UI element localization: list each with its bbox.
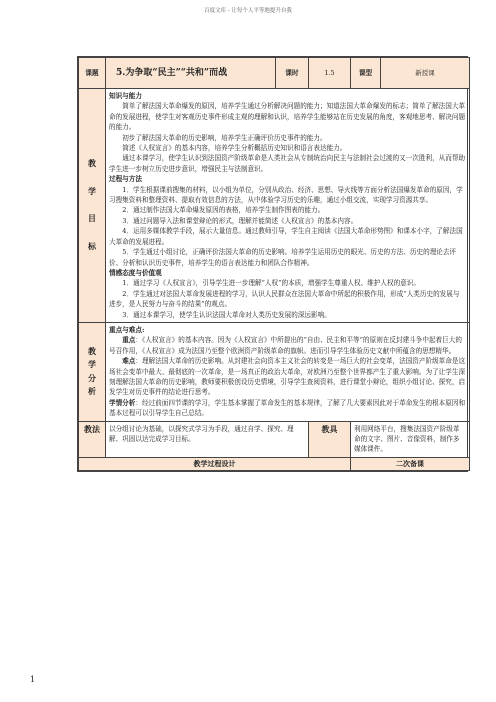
process-design-label: 教学过程设计 — [79, 457, 351, 470]
emotion-item: 3．通过本课学习，使学生认识法国大革命对人类历史发展的深远影响。 — [122, 310, 331, 319]
process-item: 4．运用多媒体教学手段，展示大量信息。通过教师引导，学生自主阅读《法国大革命形势图》和课本小字，了解法国大革命的发展进程。 — [109, 227, 463, 246]
page-number: 1 — [30, 675, 36, 684]
difficult-point: 难点：理解法国大革命的历史影响。从封建社会向资本主义社会的转变是一场巨大的社会变革，法国资产阶级革命是这场社会变革中最大、最彻底的一次革命，是一场真正的政治大革命，对欧洲乃至整个世界都产生了重大影响。为了让学生深刻理解法国大革命的历史影响，教师要积极创设历史情境，引导学生查阅资料，进行课堂小辩论，组织小组讨论、探究，启发学生对历史事件的结论进行思考。 — [109, 357, 466, 397]
subject-label: 课题 — [79, 58, 106, 89]
process-heading: 过程与方法 — [109, 175, 142, 184]
tools-text: 利用网络平台，搜集法国资产阶级革命的文字、图片、音像资料，制作多媒体课件。 — [351, 421, 470, 457]
footer-row — [79, 457, 470, 470]
methods-row — [79, 421, 470, 457]
emotion-item: 1．通过学习《人权宣言》，引导学生进一步理解“人权”的本质，增强学生尊重人权、维护人权的意识。 — [122, 279, 420, 288]
process-item: 3．通过问题导入法和课堂辩论的形式，理解并能简述《人权宣言》的基本内容。 — [122, 216, 358, 225]
methods-label: 教法 — [79, 421, 106, 457]
knowledge-paragraph: 简单了解法国大革命爆发的原因，培养学生通过分析解决问题的能力；知道法国大革命爆发的标志；简单了解法国大革命的发展进程，使学生对客观历史事件形成主观的理解和认识，培养学生能够站在历史发展的角度，客观地思考、解决问题的能力。 — [109, 102, 466, 132]
emotion-item: 2．学生通过对法国大革命发展进程的学习，认识人民群众在法国大革命中所起的积极作用，形成“人类历史的发展与进步，是人民努力与奋斗的结果”的观点。 — [109, 289, 460, 309]
analysis-side-label: 教 学 分 析 — [79, 322, 106, 421]
learner-analysis: 学情分析：经过前面四节课的学习，学生基本掌握了革命发生的基本规律，了解了几大要素因此对于革命发生的根本原因和基本过程可以引导学生自己总结。 — [109, 398, 466, 418]
header-row — [79, 58, 470, 89]
objectives-row — [79, 89, 470, 323]
hours-label: 课时 — [276, 58, 309, 89]
analysis-heading: 重点与难点: — [109, 325, 145, 334]
process-item: 1．学生根据课前搜集的材料，以小组为单位，分别从政治、经济、思想、导火线等方面分析法国爆发革命的原因，学习搜集资料和整理资料、提取有效信息的方法，从中体验学习历史的乐趣，通过小组交流，实现学习资源共享。 — [109, 185, 463, 205]
revision-label: 二次备课 — [351, 457, 470, 470]
lesson-plan-table — [77, 56, 468, 472]
methods-text: 以分组讨论为基础，以探究式学习为手段，通过自学、探究、理解、巩固以达完成学习目标。 — [106, 421, 309, 457]
emotion-heading: 情感态度与价值观 — [109, 268, 162, 277]
knowledge-heading: 知识与能力 — [109, 92, 142, 100]
knowledge-paragraph: 简述《人权宣言》的基本内容，培养学生分析概括历史知识和语言表达能力。 — [122, 144, 347, 153]
objectives-side-label: 教 学 目 标 — [79, 89, 106, 323]
key-point: 重点：《人权宣言》的基本内容。因为《人权宣言》中所提出的“自由、民主和平等”的原则在反封建斗争中起着巨大的号召作用，《人权宣言》成为法国乃至整个欧洲资产阶级革命的旗帜。进而引导学生体验历史文献中所蕴含的思想精华。 — [109, 336, 462, 355]
hours-value: 1.5 — [309, 58, 351, 89]
knowledge-paragraph: 通过本课学习，使学生认识到法国资产阶级革命是人类社会从专制统治向民主与法制社会过渡的又一次胜利，从而帮助学生进一步树立历史进步意识，增强民主与法制意识。 — [109, 154, 466, 173]
type-label: 课型 — [351, 58, 381, 89]
analysis-row — [79, 322, 470, 421]
tools-label: 教具 — [309, 421, 351, 457]
process-item: 5．学生通过小组讨论，正确评价法国大革命的历史影响。培养学生运用历史的眼光、历史的方法、历史的理论去评价、分析和认识历史事件，培养学生的语言表达能力和团队合作精神。 — [109, 248, 457, 267]
analysis-content — [106, 322, 470, 421]
objectives-content — [106, 89, 470, 323]
top-banner: 百度文库 - 让每个人平等地提升自我 — [204, 8, 292, 14]
type-value: 新授课 — [381, 58, 470, 89]
knowledge-paragraph: 初步了解法国大革命的历史影响，培养学生正确评价历史事件的能力。 — [122, 133, 327, 142]
lesson-title: 5.为争取“民主”“共和”而战 — [106, 58, 276, 89]
process-item: 2．通过制作法国大革命爆发原因的表格，培养学生制作图表的能力。 — [122, 206, 325, 215]
